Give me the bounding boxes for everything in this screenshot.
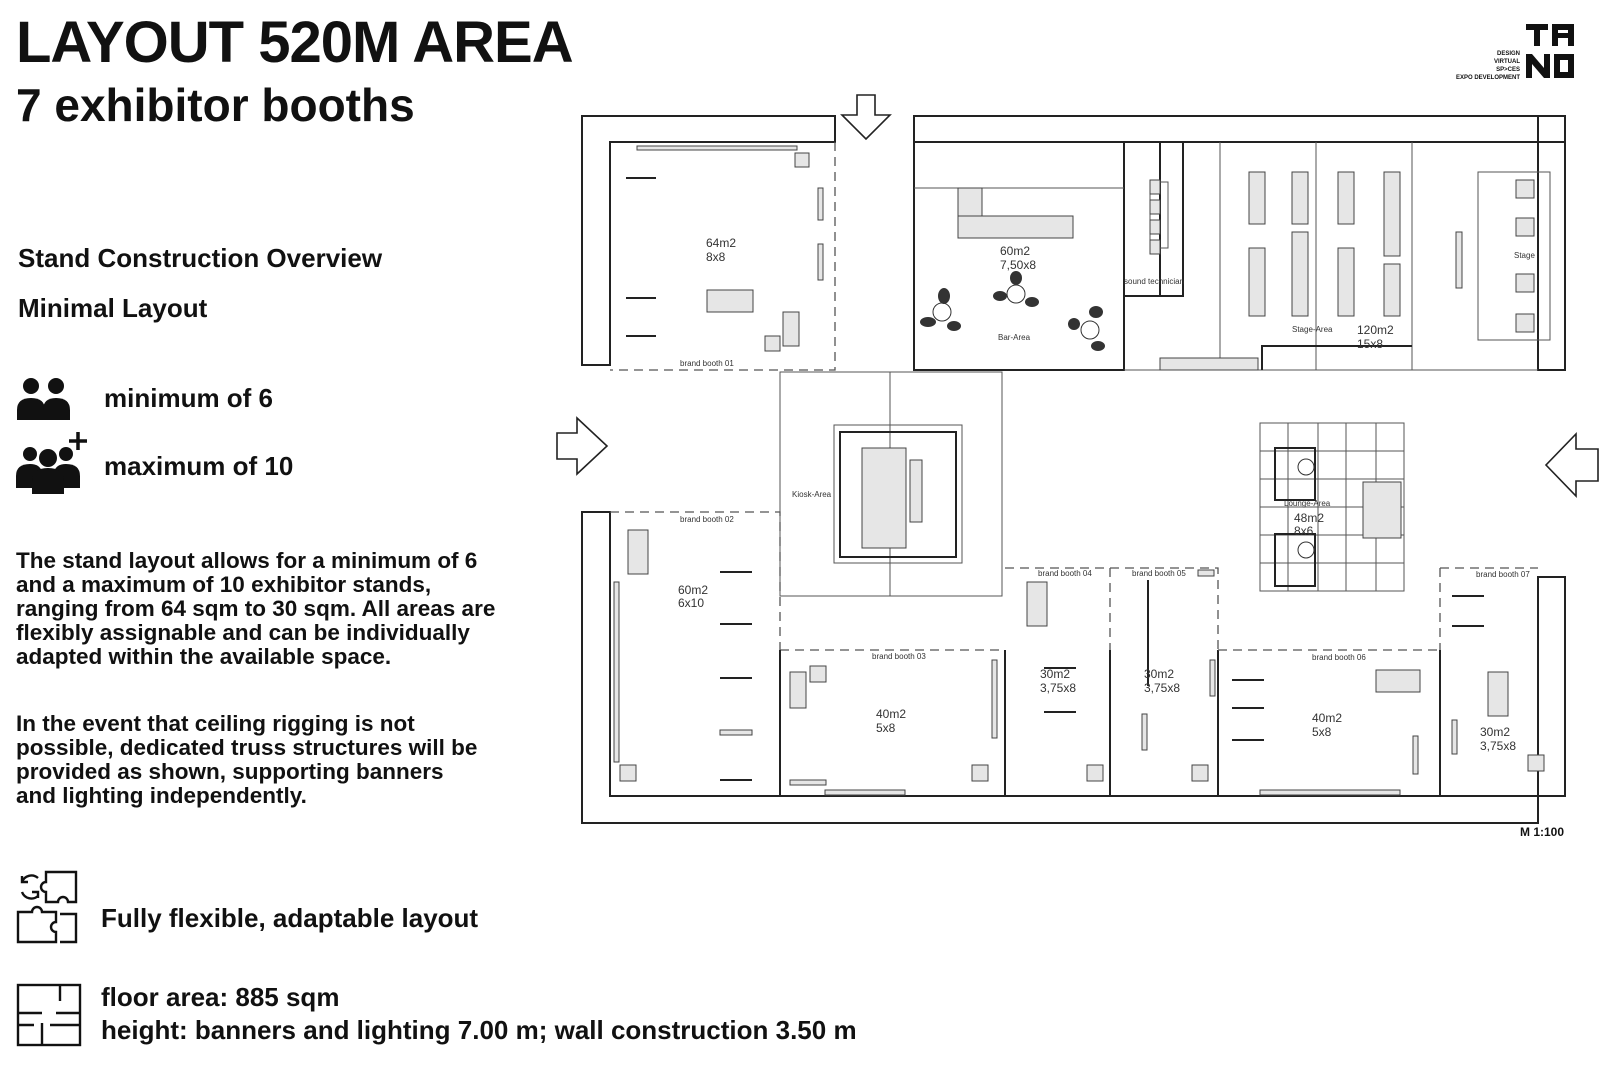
area-label: brand booth 04 bbox=[1038, 569, 1092, 578]
logo-line: DESIGN bbox=[1496, 51, 1520, 57]
area-label: brand booth 07 bbox=[1476, 570, 1530, 579]
logo-line: EXPO DEVELOPMENT bbox=[1455, 75, 1520, 81]
capacity-min: minimum of 6 bbox=[104, 383, 274, 413]
logo-tagline bbox=[1456, 50, 1520, 82]
overview-heading: Stand Construction Overview bbox=[18, 243, 383, 273]
area-dims: 6x10 bbox=[678, 596, 705, 610]
area-booth07 bbox=[1440, 568, 1544, 771]
area-size: 30m2 bbox=[1144, 667, 1175, 681]
area-size: 64m2 bbox=[706, 236, 737, 250]
page-subtitle: 7 exhibitor booths bbox=[16, 79, 415, 131]
area-size: 60m2 bbox=[678, 583, 709, 597]
area-size: 60m2 bbox=[1000, 244, 1031, 258]
area-dims: 8x6 bbox=[1294, 524, 1314, 538]
entrance-arrow-left-icon bbox=[557, 418, 607, 474]
logo-line: SP>CES bbox=[1496, 67, 1520, 73]
feature-floor-area: floor area: 885 sqm bbox=[101, 982, 340, 1012]
area-bar bbox=[914, 142, 1124, 370]
brand-logo bbox=[1440, 22, 1580, 82]
floor-plan-icon bbox=[16, 983, 82, 1047]
area-dims: 5x8 bbox=[1312, 725, 1332, 739]
area-dims: 15x8 bbox=[1357, 337, 1384, 351]
area-booth01 bbox=[610, 142, 835, 370]
area-dims: 3,75x8 bbox=[1040, 681, 1077, 695]
area-size: 30m2 bbox=[1480, 725, 1511, 739]
page-title: LAYOUT 520M AREA bbox=[16, 10, 573, 75]
area-lounge bbox=[1260, 423, 1404, 591]
area-dims: 3,75x8 bbox=[1144, 681, 1181, 695]
area-size: 40m2 bbox=[1312, 711, 1343, 725]
area-booth03 bbox=[780, 650, 1005, 796]
puzzle-icon bbox=[16, 868, 80, 946]
area-dims: 3,75x8 bbox=[1480, 739, 1517, 753]
area-label: sound technician bbox=[1124, 277, 1185, 286]
area-dims: 5x8 bbox=[876, 721, 896, 735]
area-label: Bar-Area bbox=[998, 333, 1031, 342]
logo-mark bbox=[1522, 22, 1578, 80]
area-size: 30m2 bbox=[1040, 667, 1071, 681]
area-kiosk bbox=[780, 372, 1002, 596]
feature-flexible: Fully flexible, adaptable layout bbox=[101, 903, 479, 933]
logo-line: VIRTUAL bbox=[1494, 59, 1520, 65]
area-sound bbox=[1124, 142, 1184, 296]
overview-paragraph-2: In the event that ceiling rigging is not possible, dedicated truss structures will be provided as shown, supporting banners and lighting independently. bbox=[16, 711, 478, 808]
area-label: brand booth 06 bbox=[1312, 653, 1366, 662]
area-size: 120m2 bbox=[1357, 323, 1394, 337]
area-booth02 bbox=[610, 512, 780, 781]
people-plus-icon bbox=[16, 430, 92, 494]
area-size: 48m2 bbox=[1294, 511, 1325, 525]
people-icon bbox=[16, 376, 72, 420]
area-label: Stage-Area bbox=[1292, 325, 1333, 334]
area-booth06 bbox=[1218, 650, 1440, 796]
area-label: brand booth 05 bbox=[1132, 569, 1186, 578]
area-label: brand booth 02 bbox=[680, 515, 734, 524]
area-dims: 8x8 bbox=[706, 250, 726, 264]
entrance-arrow-top-icon bbox=[842, 95, 890, 139]
entrance-arrow-right-icon bbox=[1546, 434, 1598, 496]
floor-plan bbox=[540, 88, 1600, 830]
area-label: brand booth 01 bbox=[680, 359, 734, 368]
area-label: Stage bbox=[1514, 251, 1535, 260]
overview-paragraph-1: The stand layout allows for a minimum of 6 and a maximum of 10 exhibitor stands, ranging from 64 sqm to 30 sqm. All areas are flexibly assignable and can be individually adapted within the available space. bbox=[16, 548, 496, 669]
plan-scale: M 1:100 bbox=[1520, 825, 1565, 839]
area-label: Lounge-Area bbox=[1284, 499, 1331, 508]
overview-subheading: Minimal Layout bbox=[18, 293, 208, 323]
area-booth04 bbox=[1005, 568, 1110, 796]
area-stage bbox=[1124, 142, 1550, 370]
feature-height: height: banners and lighting 7.00 m; wall construction 3.50 m bbox=[101, 1015, 857, 1045]
area-label: brand booth 03 bbox=[872, 652, 926, 661]
area-size: 40m2 bbox=[876, 707, 907, 721]
area-booth05 bbox=[1110, 568, 1218, 796]
area-label: Kiosk-Area bbox=[792, 490, 832, 499]
area-dims: 7,50x8 bbox=[1000, 258, 1037, 272]
capacity-max: maximum of 10 bbox=[104, 451, 294, 481]
